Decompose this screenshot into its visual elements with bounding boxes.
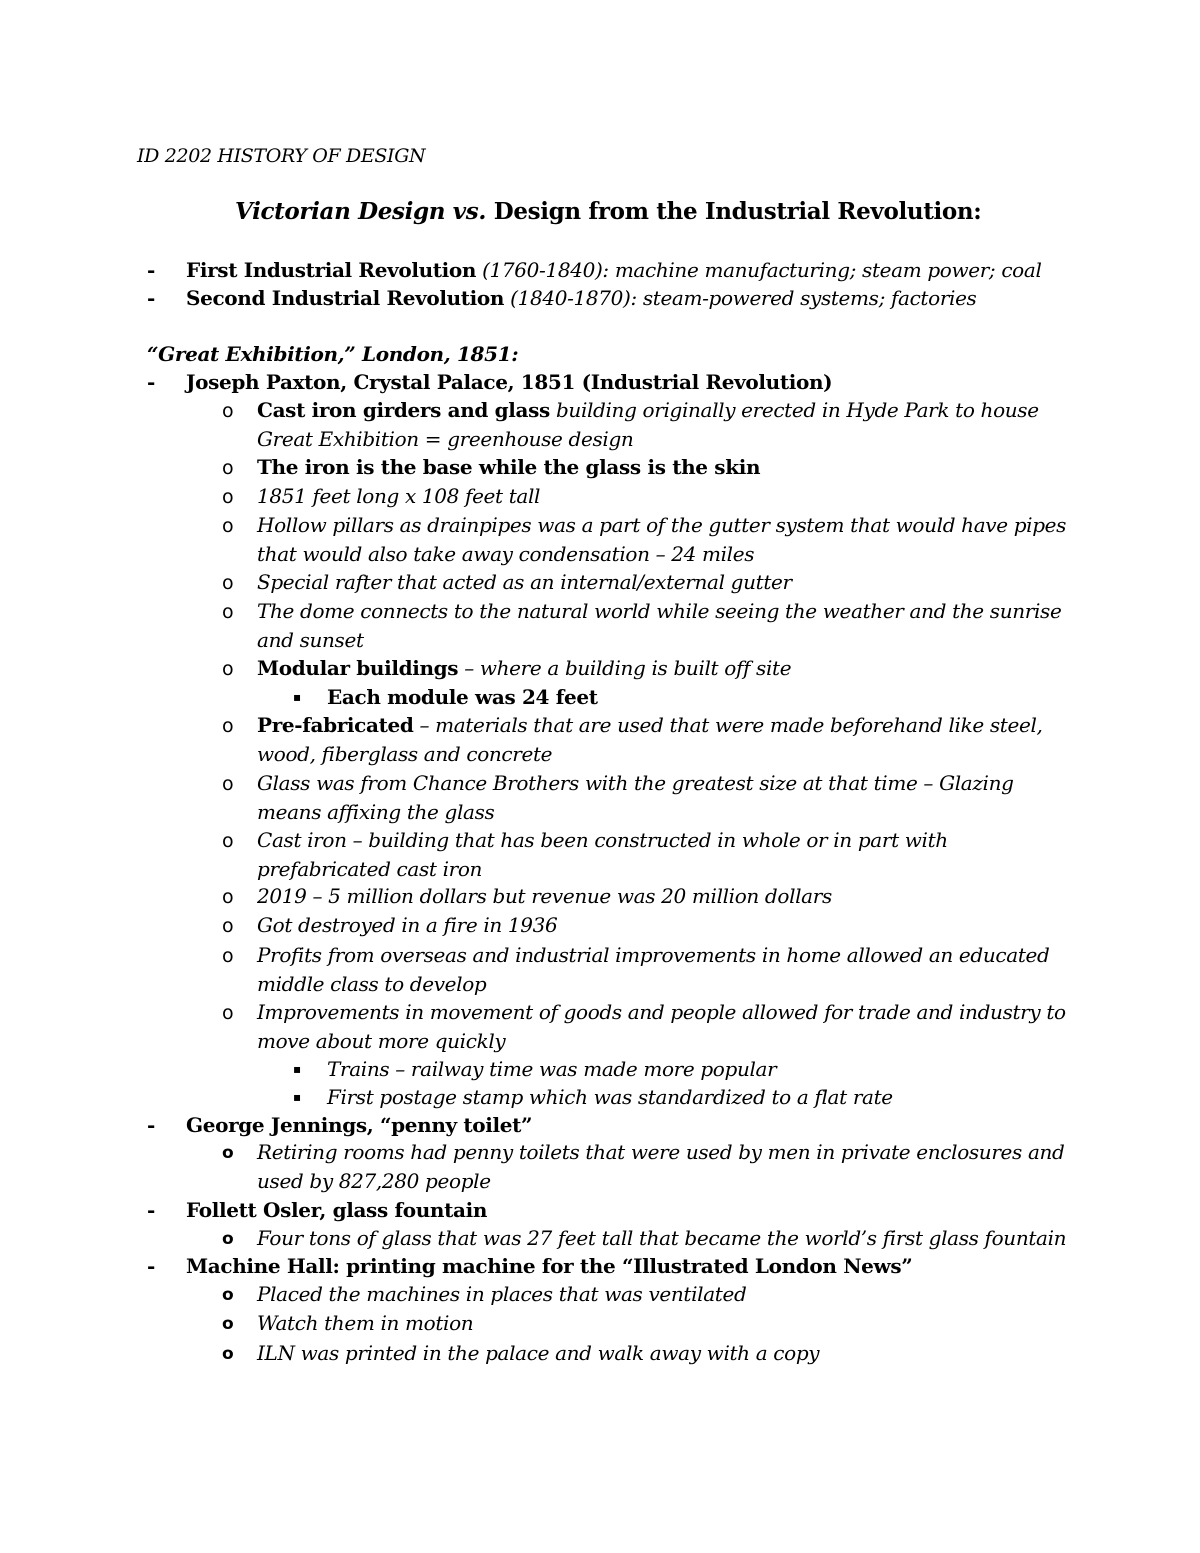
circle-bullet: o: [222, 1143, 234, 1163]
circle-bullet: o: [222, 886, 234, 908]
circle-bullet: o: [222, 1002, 234, 1024]
square-bullet: ▪: [293, 690, 302, 704]
circle-bullet: o: [222, 945, 234, 967]
revolution-name: First Industrial Revolution: [186, 258, 477, 282]
page-title: [235, 198, 981, 226]
list-item-continuation: middle class to develop: [257, 972, 487, 996]
circle-bullet: o: [222, 915, 234, 937]
point-text: building originally erected in Hyde Park to house: [555, 398, 1039, 422]
list-item: 1851 feet long x 108 feet tall: [257, 484, 541, 508]
list-item: Placed the machines in places that was ventilated: [257, 1282, 747, 1306]
list-item: Four tons of glass that was 27 feet tall that became the world’s first glass fountain: [257, 1226, 1067, 1250]
dash-bullet: -: [147, 286, 156, 310]
osler-heading: Follett Osler, glass fountain: [186, 1198, 488, 1222]
list-item: Watch them in motion: [257, 1311, 474, 1335]
dash-bullet: -: [147, 370, 156, 394]
list-item-continuation: that would also take away condensation – 24 miles: [257, 542, 755, 566]
title-part-1: Victorian Design vs.: [235, 198, 487, 225]
revolution-desc: (1840-1870): steam-powered systems; factories: [510, 286, 977, 310]
list-item: ILN was printed in the palace and walk away with a copy: [257, 1341, 820, 1365]
circle-bullet: o: [222, 658, 234, 680]
point-bold: Modular buildings: [257, 656, 459, 680]
dash-bullet: -: [147, 1113, 156, 1137]
list-item: Improvements in movement of goods and people allowed for trade and industry to: [257, 1000, 1066, 1024]
course-header: ID 2202 HISTORY OF DESIGN: [137, 145, 426, 167]
dash-bullet: -: [147, 258, 156, 282]
square-bullet: ▪: [293, 1062, 302, 1076]
jennings-heading: George Jennings, “penny toilet”: [186, 1113, 533, 1137]
list-item: Got destroyed in a fire in 1936: [257, 913, 558, 937]
list-item-continuation: means affixing the glass: [257, 800, 495, 824]
sub-list-item: Trains – railway time was made more popular: [327, 1057, 777, 1081]
list-item: The iron is the base while the glass is the skin: [257, 455, 761, 479]
machine-hall-heading: Machine Hall: printing machine for the “Illustrated London News”: [186, 1254, 913, 1278]
list-item: Glass was from Chance Brothers with the greatest size at that time – Glazing: [257, 771, 1014, 795]
circle-bullet: o: [222, 601, 234, 623]
dash-bullet: -: [147, 1254, 156, 1278]
title-part-2: Design from the Industrial Revolution:: [493, 198, 982, 225]
list-item: [186, 284, 976, 312]
list-item: The dome connects to the natural world while seeing the weather and the sunrise: [257, 599, 1062, 623]
point-text: – materials that are used that were made beforehand like steel,: [419, 713, 1043, 737]
square-bullet: ▪: [293, 1090, 302, 1104]
circle-bullet: o: [222, 773, 234, 795]
list-item-continuation: used by 827,280 people: [257, 1169, 491, 1193]
sub-list-item: Each module was 24 feet: [327, 685, 598, 709]
circle-bullet: o: [222, 486, 234, 508]
list-item: Special rafter that acted as an internal/external gutter: [257, 570, 792, 594]
list-item-continuation: prefabricated cast iron: [257, 857, 483, 881]
circle-bullet: o: [222, 515, 234, 537]
list-item: Retiring rooms had penny toilets that were used by men in private enclosures and: [257, 1140, 1065, 1164]
list-item: Cast iron – building that has been constructed in whole or in part with: [257, 828, 948, 852]
point-text: – where a building is built off site: [464, 656, 792, 680]
paxton-heading: Joseph Paxton, Crystal Palace, 1851 (Industrial Revolution): [186, 370, 833, 394]
list-item: Hollow pillars as drainpipes was a part of the gutter system that would have pipes: [257, 513, 1067, 537]
point-bold: Pre-fabricated: [257, 713, 414, 737]
list-item: [257, 711, 1043, 739]
circle-bullet: o: [222, 1314, 234, 1334]
list-item-continuation: and sunset: [257, 628, 364, 652]
revolution-desc: (1760-1840): machine manufacturing; steam power; coal: [482, 258, 1042, 282]
list-item: Profits from overseas and industrial improvements in home allowed an educated: [257, 943, 1050, 967]
circle-bullet: o: [222, 715, 234, 737]
circle-bullet: o: [222, 572, 234, 594]
revolution-name: Second Industrial Revolution: [186, 286, 505, 310]
sub-list-item: First postage stamp which was standardized to a flat rate: [327, 1085, 893, 1109]
list-item: [257, 654, 791, 682]
circle-bullet: o: [222, 830, 234, 852]
circle-bullet: o: [222, 1229, 234, 1249]
circle-bullet: o: [222, 1285, 234, 1305]
section-heading: “Great Exhibition,” London, 1851:: [147, 342, 519, 366]
circle-bullet: o: [222, 457, 234, 479]
point-bold: Cast iron girders and glass: [257, 398, 550, 422]
circle-bullet: o: [222, 400, 234, 422]
list-item-continuation: Great Exhibition = greenhouse design: [257, 427, 634, 451]
list-item-continuation: move about more quickly: [257, 1029, 506, 1053]
dash-bullet: -: [147, 1198, 156, 1222]
list-item: 2019 – 5 million dollars but revenue was 20 million dollars: [257, 884, 832, 908]
circle-bullet: o: [222, 1344, 234, 1364]
list-item-continuation: wood, fiberglass and concrete: [257, 742, 553, 766]
list-item: [257, 396, 1039, 424]
list-item: [186, 256, 1042, 284]
